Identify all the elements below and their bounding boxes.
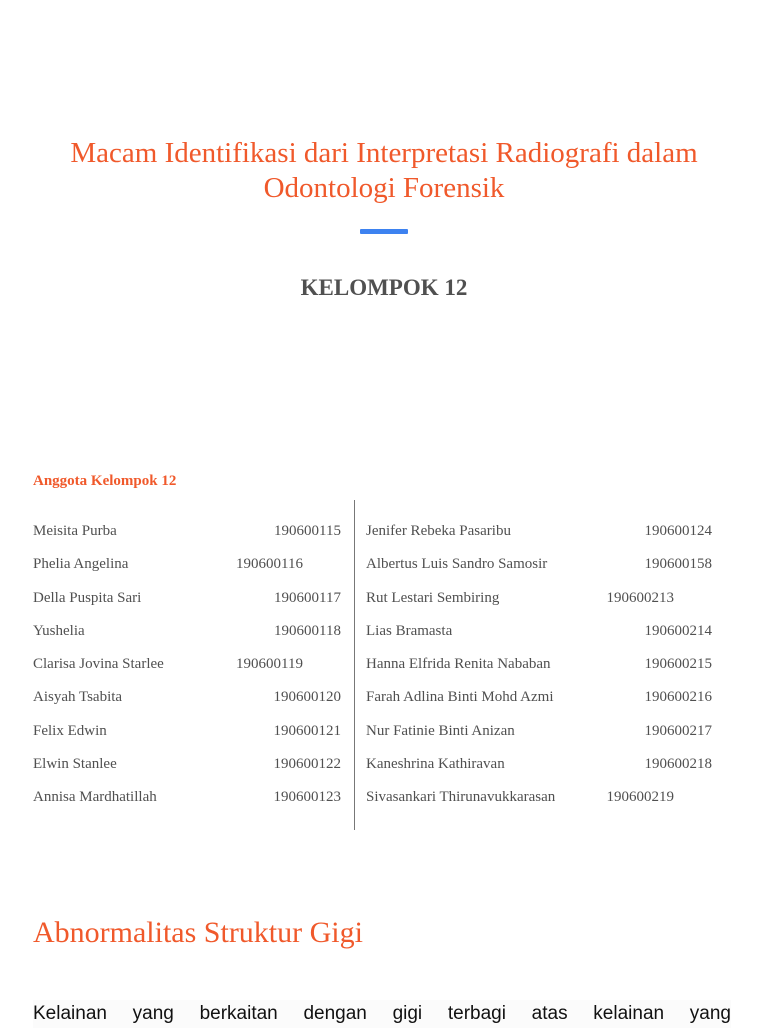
member-name: Kaneshrina Kathiravan: [366, 756, 505, 773]
member-name: Phelia Angelina: [33, 556, 129, 573]
members-heading: Anggota Kelompok 12: [33, 473, 177, 489]
document-title: [0, 136, 768, 206]
member-name: Nur Fatinie Binti Anizan: [366, 722, 515, 739]
member-row: [366, 587, 716, 620]
member-row: [366, 720, 716, 753]
document-title-line-1: Macam Identifikasi dari Interpretasi Radiografi dalam: [70, 137, 698, 169]
section-heading: Abnormalitas Struktur Gigi: [33, 916, 363, 949]
member-id: 190600213: [606, 589, 674, 606]
member-name: Jenifer Rebeka Pasaribu: [366, 523, 511, 539]
member-id: 190600158: [644, 556, 712, 573]
member-name: Meisita Purba: [33, 523, 117, 539]
member-id: 190600123: [273, 789, 341, 806]
member-row: [33, 520, 345, 553]
member-id: 190600118: [274, 622, 341, 639]
column-divider: [354, 500, 355, 830]
member-name: Lias Bramasta: [366, 622, 453, 639]
member-name: Albertus Luis Sandro Samosir: [366, 556, 548, 573]
member-id: 190600215: [644, 656, 712, 673]
member-id: 190600124: [644, 523, 712, 539]
member-row: [366, 786, 716, 819]
member-name: Della Puspita Sari: [33, 589, 142, 606]
member-row: [366, 753, 716, 786]
member-row: [33, 720, 345, 753]
member-name: Farah Adlina Binti Mohd Azmi: [366, 689, 554, 706]
member-row: [33, 553, 345, 586]
body-paragraph: Kelainan yang berkaitan dengan gigi terbagi atas kelainan yang: [33, 1000, 731, 1028]
member-id: 190600120: [273, 689, 341, 706]
member-id: 190600122: [273, 756, 341, 773]
member-name: Hanna Elfrida Renita Nababan: [366, 656, 551, 673]
member-row: [33, 587, 345, 620]
member-row: [366, 686, 716, 719]
member-name: Annisa Mardhatillah: [33, 789, 157, 806]
member-id: 190600218: [644, 756, 712, 773]
member-row: [33, 653, 345, 686]
members-list-left: [33, 520, 345, 820]
member-id: 190600216: [644, 689, 712, 706]
member-row: [33, 686, 345, 719]
member-name: Rut Lestari Sembiring: [366, 589, 500, 606]
members-list-right: [366, 520, 716, 820]
member-id: 190600214: [644, 622, 712, 639]
member-row: [366, 653, 716, 686]
title-accent-rule: [360, 229, 408, 234]
member-name: Clarisa Jovina Starlee: [33, 656, 164, 673]
member-row: [366, 620, 716, 653]
member-name: Yushelia: [33, 622, 85, 639]
member-id: 190600115: [274, 523, 341, 539]
member-id: 190600116: [236, 556, 303, 573]
member-name: Felix Edwin: [33, 722, 107, 739]
document-title-line-2: Odontologi Forensik: [263, 172, 505, 204]
member-name: Sivasankari Thirunavukkarasan: [366, 789, 556, 806]
member-id: 190600217: [644, 722, 712, 739]
member-id: 190600117: [274, 589, 341, 606]
member-id: 190600121: [273, 722, 341, 739]
member-id: 190600219: [606, 789, 674, 806]
member-name: Aisyah Tsabita: [33, 689, 123, 706]
member-row: [33, 620, 345, 653]
member-row: [366, 520, 716, 553]
member-row: [33, 786, 345, 819]
member-name: Elwin Stanlee: [33, 756, 117, 773]
group-subtitle: KELOMPOK 12: [300, 275, 468, 300]
member-row: [33, 753, 345, 786]
member-row: [366, 553, 716, 586]
member-id: 190600119: [236, 656, 303, 673]
